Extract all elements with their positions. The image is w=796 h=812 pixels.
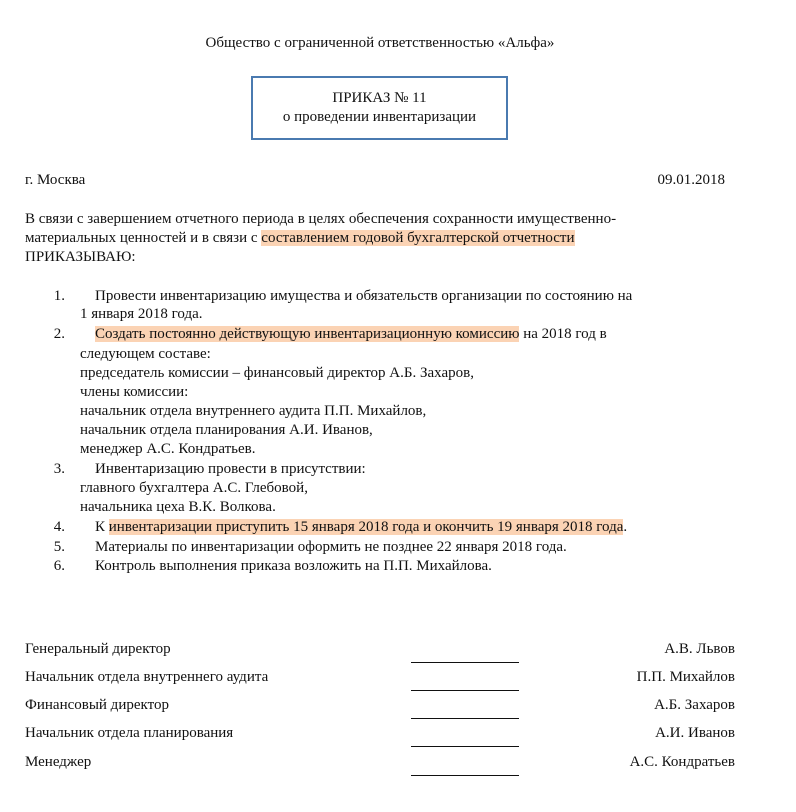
preamble-line-2 [25,229,575,247]
item-number: 1. [53,288,65,304]
signature-name: А.Б. Захаров [654,697,735,713]
preamble-text: материальных ценностей и в связи с [25,230,262,246]
list-item-2-cont: менеджер А.С. Кондратьев. [80,441,256,457]
list-item-2-cont: председатель комиссии – финансовый директор А.Б. Захаров, [80,365,474,381]
list-item-2 [95,325,607,343]
list-item-6: Контроль выполнения приказа возложить на П.П. Михайлова. [95,558,492,574]
signature-name: А.И. Иванов [655,725,735,741]
organization-name: Общество с ограниченной ответственностью «Альфа» [205,35,555,51]
signature-name: А.В. Львов [664,641,735,657]
list-item-5: Материалы по инвентаризации оформить не позднее 22 января 2018 года. [95,539,567,555]
order-subject: о проведении инвентаризации [282,109,477,125]
order-date: 09.01.2018 [657,172,725,188]
preamble-line-1: В связи с завершением отчетного периода в целях обеспечения сохранности имущественно- [25,211,617,227]
item-text: . [623,519,628,535]
item-text: К [95,519,109,535]
list-item-3-cont: главного бухгалтера А.С. Глебовой, [80,480,308,496]
signature-name: А.С. Кондратьев [629,754,735,770]
list-item-2-cont: следующем составе: [80,346,211,362]
highlighted-text: инвентаризации приступить 15 января 2018 года и окончить 19 января 2018 года [108,519,624,535]
signature-line [411,775,519,776]
list-item-1-cont: 1 января 2018 года. [80,306,203,322]
signature-line [411,690,519,691]
list-item-1: Провести инвентаризацию имущества и обязательств организации по состоянию на [95,288,633,304]
signature-line [411,662,519,663]
item-number: 2. [53,326,65,342]
signature-line [411,746,519,747]
item-number: 4. [53,519,65,535]
signature-name: П.П. Михайлов [636,669,735,685]
item-number: 6. [53,558,65,574]
signature-position: Генеральный директор [25,641,171,657]
prikazyvayu: ПРИКАЗЫВАЮ: [25,249,136,265]
list-item-2-cont: начальник отдела внутреннего аудита П.П. Михайлов, [80,403,427,419]
item-number: 3. [53,461,65,477]
signature-line [411,718,519,719]
list-item-3: Инвентаризацию провести в присутствии: [95,461,366,477]
signature-position: Начальник отдела планирования [25,725,234,741]
signature-position: Финансовый директор [25,697,169,713]
list-item-2-cont: члены комиссии: [80,384,189,400]
signature-position: Начальник отдела внутреннего аудита [25,669,269,685]
city: г. Москва [25,172,86,188]
list-item-2-cont: начальник отдела планирования А.И. Иванов, [80,422,373,438]
order-title: ПРИКАЗ № 11 [332,90,427,106]
highlighted-text: составлением годовой бухгалтерской отчетности [261,230,575,246]
list-item-4 [95,518,627,536]
signature-position: Менеджер [25,754,92,770]
highlighted-text: Создать постоянно действующую инвентаризационную комиссию [95,326,520,342]
order-title-box [251,76,508,140]
item-number: 5. [53,539,65,555]
list-item-3-cont: начальника цеха В.К. Волкова. [80,499,276,515]
item-text: на 2018 год в [519,326,607,342]
